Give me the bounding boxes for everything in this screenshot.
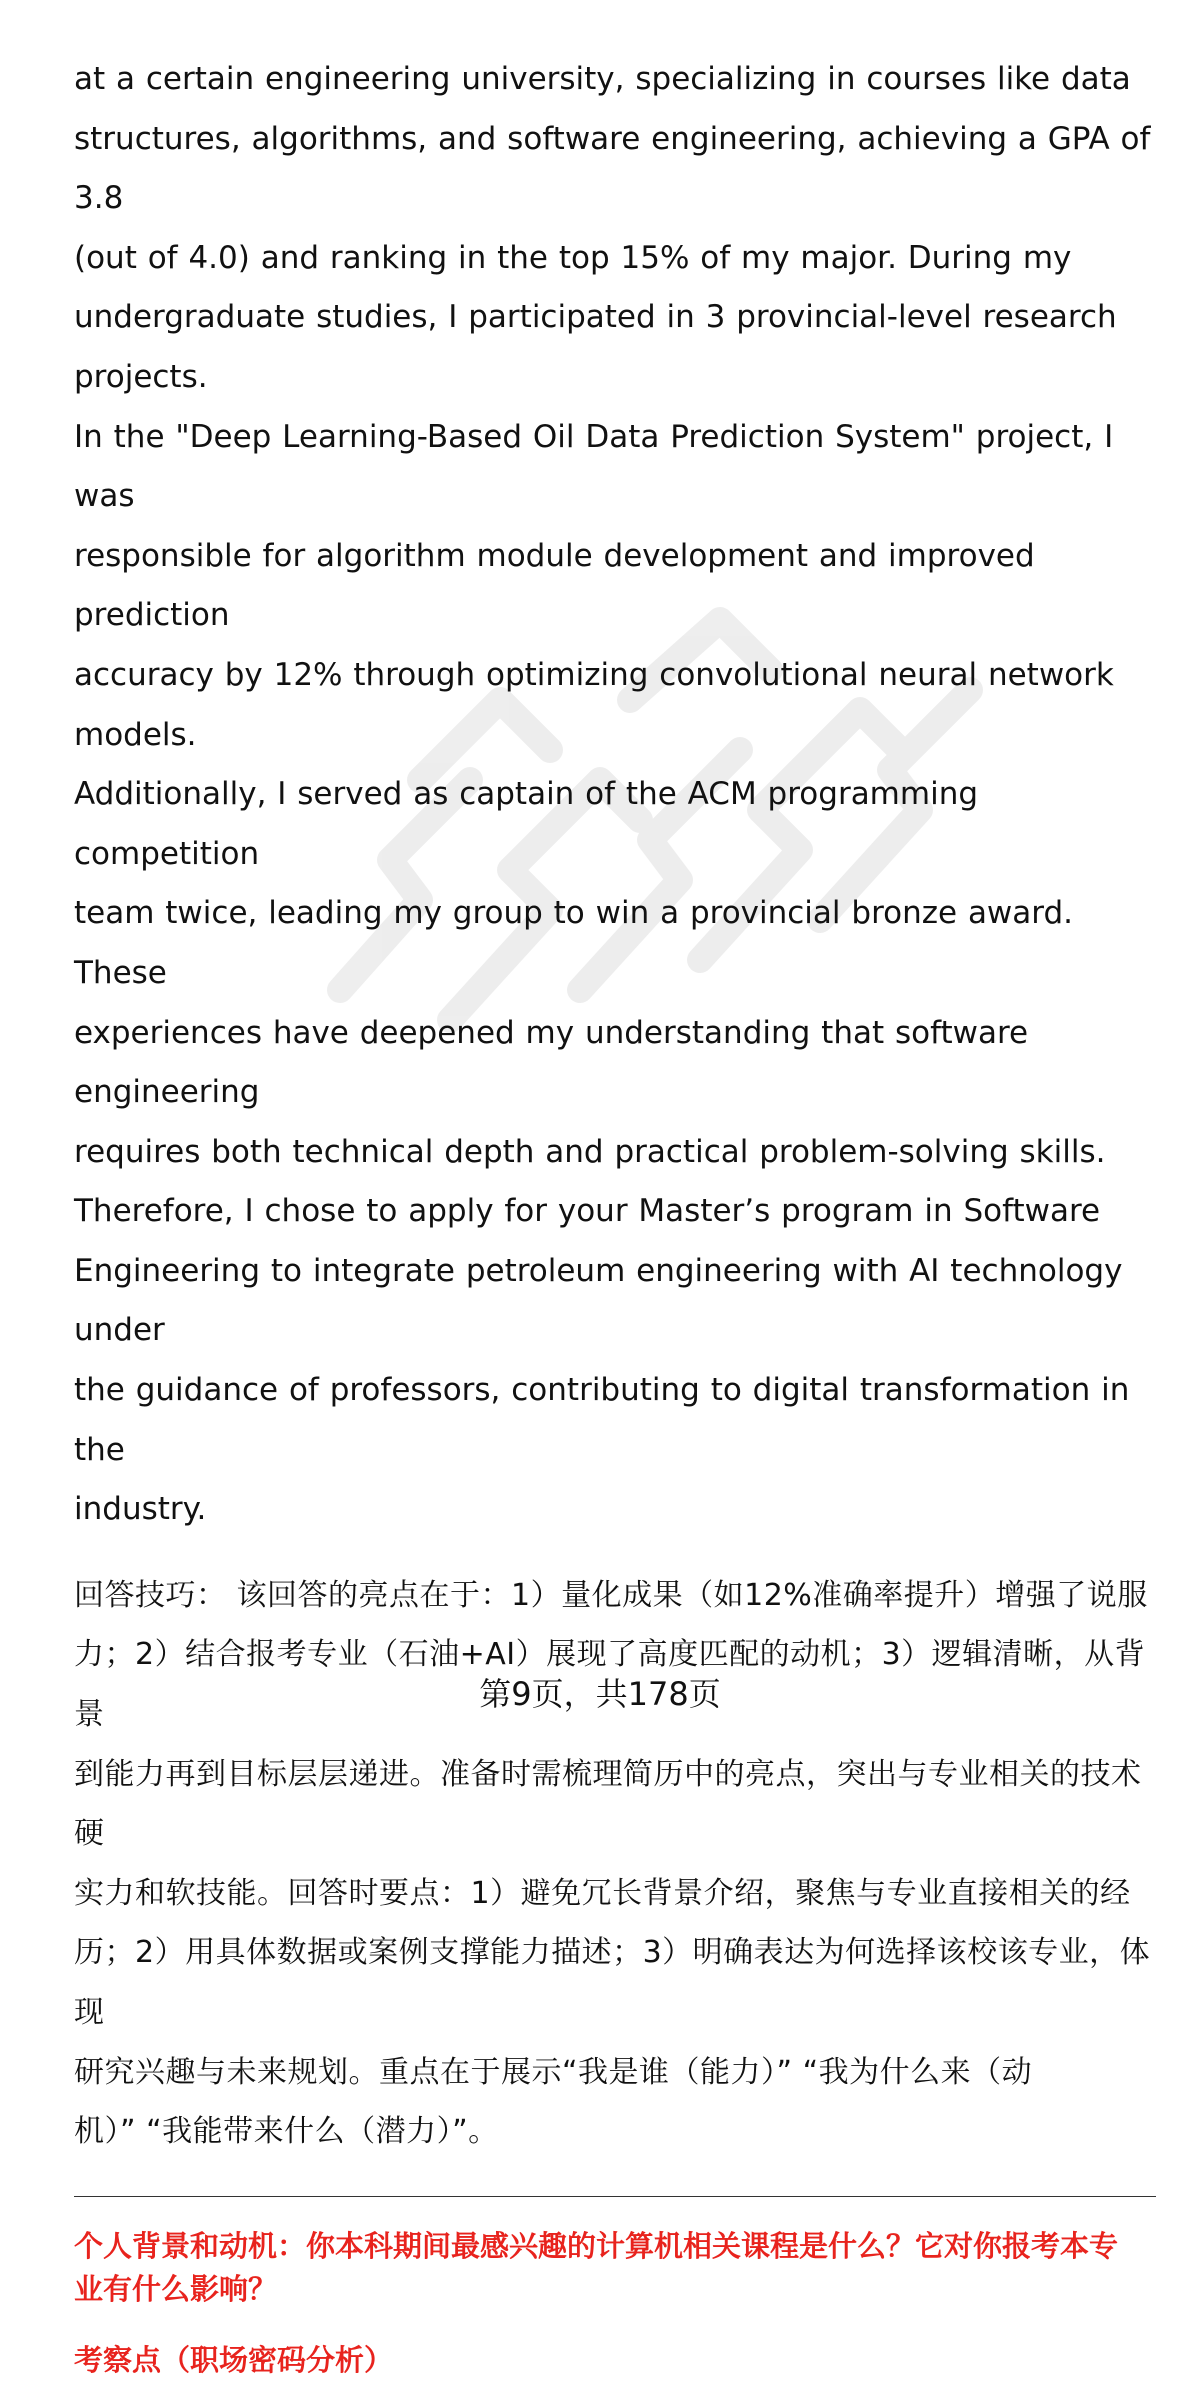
page-footer: 第9页，共178页 <box>479 1675 721 1713</box>
section-divider <box>74 2196 1156 2197</box>
section-title: 考察点（职场密码分析） <box>74 2342 394 2377</box>
answer-tips-paragraph: 回答技巧： 该回答的亮点在于：1）量化成果（如12%准确率提升）增强了说服 力；2）结合报考专业（石油+AI）展现了高度匹配的动机；3）逻辑清晰，从背景 到能力再到目标层层递进。准备时需梳理简历中的亮点，突出与专业相关的技术硬 实力和软技能。回答时要点：1）避免冗长背景介绍，聚焦与专业直接相关的经 历；2）用具体数据或案例支撑能力描述；3）明确表达为何选择该校该专业，体现 研究兴趣与未来规划。重点在于展示“我是谁（能力）” “我为什么来（动 机）” “我能带来什么（潜力）”。 <box>74 1577 1151 2150</box>
answer-paragraph: at a certain engineering university, specializing in courses like data structures, algorithms, and software engineering, achieving a GPA of 3.8 (out of 4.0) and ranking in the top 15% of my major. During my undergraduate studies, I participated in 3 provincial-level research projects. In the "Deep Learning-Based Oil Data Prediction System" project, I was responsible for algorithm module development and improved prediction accuracy by 12% through optimizing convolutional neural network models. Additionally, I served as captain of the ACM programming competition team twice, leading my group to win a provincial bronze award. These experiences have deepened my understanding that software engineering requires both technical depth and practical problem-solving skills. Therefore, I chose to apply for your Master’s program in Software Engineering to integrate petroleum engineering with AI technology under the guidance of professors, contributing to digital transformation in the industry. <box>74 61 1151 1528</box>
content-area <box>74 50 1156 2382</box>
question-heading: 个人背景和动机：你本科期间最感兴趣的计算机相关课程是什么？它对你报考本专 业有什么影响？ <box>74 2228 1119 2306</box>
